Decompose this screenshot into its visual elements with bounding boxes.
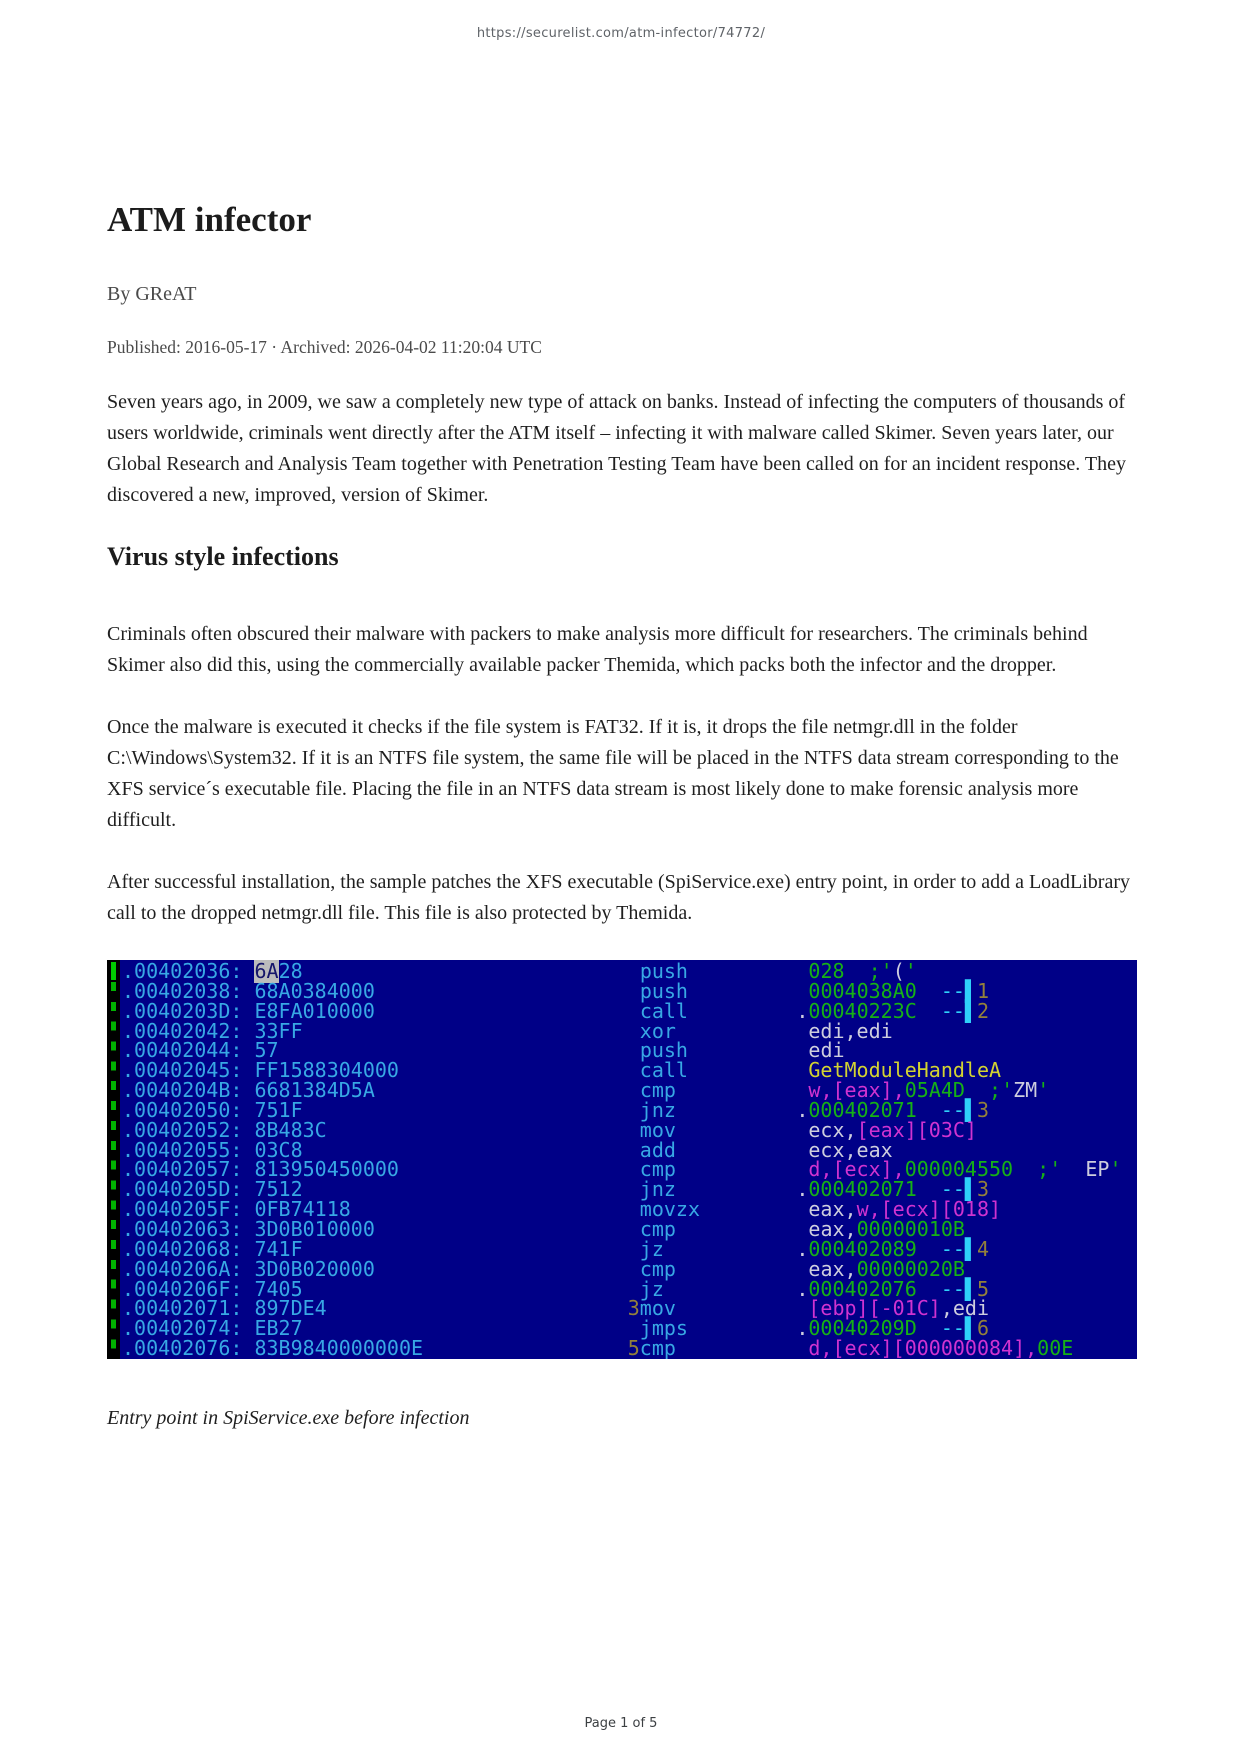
publish-meta: Published: 2016-05-17 · Archived: 2026-04-02 11:20:04 UTC xyxy=(107,337,542,357)
disassembly-line: .00402055: 03C8 add ecx,eax xyxy=(122,1137,893,1162)
figure-caption: Entry point in SpiService.exe before infection xyxy=(107,1407,470,1429)
disassembly-line: .00402068: 741F jz .000402089 --▌4 xyxy=(122,1236,990,1261)
disassembly-line: .00402042: 33FF xor edi,edi xyxy=(122,1018,893,1043)
disassembly-line: .0040205D: 7512 jnz .000402071 --▌3 xyxy=(122,1177,990,1202)
disassembly-line: .00402044: 57 push edi xyxy=(122,1038,845,1063)
disassembly-line: .0040203D: E8FA010000 call .00040223C --▌2 xyxy=(122,998,990,1023)
page-number: Page 1 of 5 xyxy=(584,1716,658,1731)
paragraph-packers: Criminals often obscured their malware with packers to make analysis more difficult for researchers. The criminals behind Skimer also did this, using the commercially available packer Themida, which packs both the infector and the dropper. xyxy=(107,623,1088,676)
article xyxy=(107,200,1137,1431)
disassembly-line: .00402071: 897DE4 3mov [ebp][-01C],edi xyxy=(122,1296,990,1321)
paragraph-filesystem: Once the malware is executed it checks if the file system is FAT32. If it is, it drops the file netmgr.dll in the folder C:\Windows\System32. If it is an NTFS file system, the same file will be placed in the NTFS data stream corresponding to the XFS service´s executable file. Placing the file in an NTFS data stream is most likely done to make forensic analysis more difficult. xyxy=(107,716,1119,831)
byline: By GReAT xyxy=(107,283,197,305)
disassembly-listing xyxy=(122,962,1137,1359)
disassembly-line: .00402052: 8B483C mov ecx,[eax][03C] xyxy=(122,1117,977,1142)
disassembly-line: .00402038: 68A0384000 push 0004038A0 --▌1 xyxy=(122,978,990,1003)
disassembly-line: .0040205F: 0FB74118 movzx eax,w,[ecx][018] xyxy=(122,1197,1002,1222)
disassembly-line: .0040206F: 7405 jz .000402076 --▌5 xyxy=(122,1276,990,1301)
disassembly-line: .00402036: 6A28 push 028 ;'(' xyxy=(122,960,917,983)
disassembly-line: .00402076: 83B9840000000E 5cmp d,[ecx][000000084],00E xyxy=(122,1336,1074,1359)
disassembly-line: .0040206A: 3D0B020000 cmp eax,00000020B xyxy=(122,1256,965,1281)
page-title: ATM infector xyxy=(107,200,312,239)
disassembly-line: .00402050: 751F jnz .000402071 --▌3 xyxy=(122,1097,990,1122)
disassembly-line: .00402045: FF1588304000 call GetModuleHandleA xyxy=(122,1058,1002,1083)
disassembly-line: .00402074: EB27 jmps .00040209D --▌6 xyxy=(122,1316,990,1341)
paragraph-patching: After successful installation, the sample patches the XFS executable (SpiService.exe) entry point, in order to add a LoadLibrary call to the dropped netmgr.dll file. This file is also protected by Themida. xyxy=(107,871,1131,924)
disassembly-line: .0040204B: 6681384D5A cmp w,[eax],05A4D ;'ZM' xyxy=(122,1078,1050,1103)
section-heading: Virus style infections xyxy=(107,542,339,571)
disassembly-screenshot xyxy=(107,960,1137,1359)
paragraph-intro: Seven years ago, in 2009, we saw a completely new type of attack on banks. Instead of infecting the computers of thousands of users worldwide, criminals went directly after the ATM itself – infecting it with malware called Skimer. Seven years later, our Global Research and Analysis Team together with Penetration Testing Team have been called on for an incident response. They discovered a new, improved, version of Skimer. xyxy=(107,391,1127,506)
disassembly-line: .00402057: 813950450000 cmp d,[ecx],000004550 ;' EP' xyxy=(122,1157,1122,1182)
header-url: https://securelist.com/atm-infector/74772/ xyxy=(476,26,766,41)
viewer-left-border xyxy=(107,960,120,1359)
disassembly-line: .00402063: 3D0B010000 cmp eax,00000010B xyxy=(122,1216,965,1241)
